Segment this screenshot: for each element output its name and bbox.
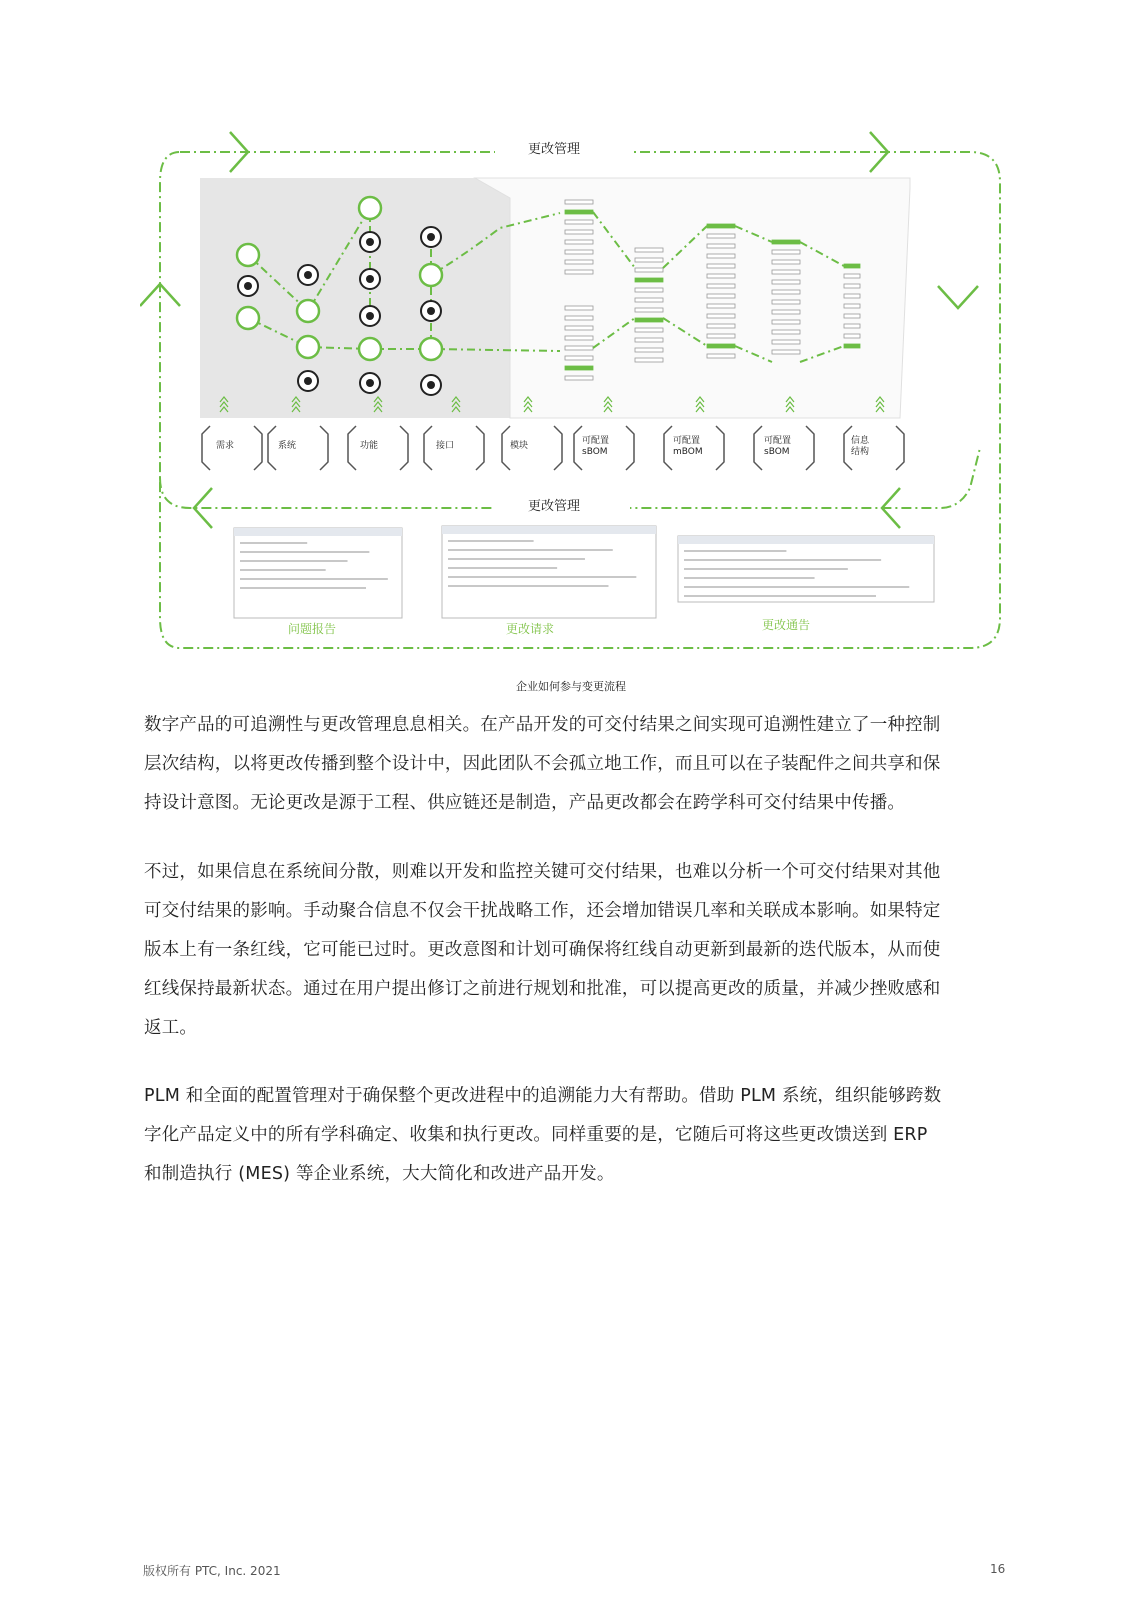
- paragraph-3: PLM 和全面的配置管理对于确保整个更改进程中的追溯能力大有帮助。借助 PLM 系统，组织能够跨数 字化产品定义中的所有学科确定、收集和执行更改。同样重要的是，它随后可将这些更改馈送到 ERP 和制造执行 (MES) 等企业系统，大大简化和改进产品开发。: [144, 1086, 942, 1184]
- node-green-0: [237, 244, 259, 266]
- paragraph-1: 数字产品的可追溯性与更改管理息息相关。在产品开发的可交付结果之间实现可追溯性建立了一种控制 层次结构，以将更改传播到整个设计中，因此团队不会孤立地工作，而且可以在子装配件之间共享和保 持设计意图。无论更改是源于工程、供应链还是制造，产品更改都会在跨学科可交付结果中传播。: [144, 715, 941, 813]
- mbom-col-bar-3: [707, 254, 735, 258]
- screenshot-thumb-header-1: [442, 526, 656, 534]
- node-dark-dot-17: [427, 381, 435, 389]
- module-col-b-bar-2: [565, 326, 593, 330]
- screenshot-thumb-line-1-1: [448, 549, 613, 551]
- screenshot-thumb-header-0: [234, 528, 402, 536]
- screenshot-thumb-line-2-1: [684, 559, 881, 561]
- screenshot-thumb-line-1-4: [448, 576, 636, 578]
- stage-bracket-left-0: [202, 426, 210, 470]
- stage-label-system: 系统: [278, 441, 297, 451]
- mbom-col-bar-10: [707, 324, 735, 328]
- module-col-b-bar-1: [565, 316, 593, 320]
- stage-bracket-right-3: [476, 426, 484, 470]
- stage-label-configurable-sbom: 可配置 sBOM: [582, 436, 610, 457]
- stage-bracket-left-1: [268, 426, 276, 470]
- top-change-management-label: 更改管理: [527, 142, 580, 157]
- screenshot-label-change-notice: 更改通告: [761, 618, 810, 632]
- screenshot-thumb-line-2-2: [684, 568, 848, 570]
- stage-bracket-left-6: [664, 426, 672, 470]
- stage-bracket-right-4: [554, 426, 562, 470]
- screenshot-thumb-0: [234, 528, 402, 618]
- figure-caption: 企业如何参与变更流程: [516, 680, 626, 693]
- info-col-bar-1: [844, 274, 860, 278]
- screenshot-label-problem-report: 问题报告: [287, 622, 336, 636]
- stage-bracket-right-0: [254, 426, 262, 470]
- stage-bracket-left-7: [754, 426, 762, 470]
- mbom-col-bar-11: [707, 334, 735, 338]
- stage-label-function: 功能: [360, 441, 379, 451]
- right-down-arrow-icon: [938, 286, 978, 308]
- screenshot-thumb-line-2-4: [684, 586, 909, 588]
- sbom-col-bar-11: [635, 358, 663, 362]
- screenshot-thumb-header-2: [678, 536, 934, 544]
- module-col-a-bar-4: [565, 240, 593, 244]
- node-green-5: [297, 336, 319, 358]
- node-dark-dot-6: [304, 377, 312, 385]
- sbom2-col-bar-3: [772, 270, 800, 274]
- stage-bracket-right-1: [320, 426, 328, 470]
- screenshot-thumb-line-0-1: [240, 551, 369, 553]
- sbom-col-bar-3: [635, 278, 663, 282]
- screenshot-thumb-line-0-2: [240, 560, 348, 562]
- node-dark-dot-8: [366, 238, 374, 246]
- sbom-col-bar-7: [635, 318, 663, 322]
- change-process-figure: [140, 118, 1010, 678]
- node-green-2: [237, 307, 259, 329]
- mbom-col-bar-1: [707, 234, 735, 238]
- sbom-col-bar-8: [635, 328, 663, 332]
- info-col-bar-6: [844, 324, 860, 328]
- mbom-col-bar-5: [707, 274, 735, 278]
- screenshot-thumb-line-2-0: [684, 550, 786, 552]
- mbom-col-bar-9: [707, 314, 735, 318]
- mbom-col-bar-8: [707, 304, 735, 308]
- module-col-b-bar-7: [565, 376, 593, 380]
- stage-bracket-right-2: [400, 426, 408, 470]
- footer-page-number: 16: [990, 1562, 1006, 1576]
- info-col-bar-8: [844, 344, 860, 348]
- mbom-col-bar-12: [707, 344, 735, 348]
- stage-label-configurable-sbom-2: 可配置 sBOM: [764, 436, 792, 457]
- info-col-bar-2: [844, 284, 860, 288]
- sbom2-col-bar-0: [772, 240, 800, 244]
- stage-bracket-right-7: [806, 426, 814, 470]
- node-green-4: [297, 300, 319, 322]
- sbom-col-bar-4: [635, 288, 663, 292]
- stage-bracket-left-3: [424, 426, 432, 470]
- module-col-a-bar-6: [565, 260, 593, 264]
- sbom-col-bar-5: [635, 298, 663, 302]
- stage-label-interface: 接口: [436, 441, 455, 451]
- node-dark-dot-12: [366, 379, 374, 387]
- bottom-change-management-label: 更改管理: [527, 499, 580, 514]
- node-dark-dot-10: [366, 312, 374, 320]
- stage-bracket-right-5: [626, 426, 634, 470]
- figure-graphic: [140, 118, 1010, 678]
- node-dark-dot-15: [427, 307, 435, 315]
- node-dark-dot-1: [244, 282, 252, 290]
- module-col-b-bar-4: [565, 346, 593, 350]
- stage-label-requirements: 需求: [216, 441, 235, 451]
- info-col-bar-3: [844, 294, 860, 298]
- sbom-col-bar-6: [635, 308, 663, 312]
- module-col-b-bar-3: [565, 336, 593, 340]
- sbom2-col-bar-4: [772, 280, 800, 284]
- sbom2-col-bar-8: [772, 320, 800, 324]
- info-col-bar-0: [844, 264, 860, 268]
- screenshot-thumb-1: [442, 526, 656, 618]
- info-col-bar-5: [844, 314, 860, 318]
- sbom2-col-bar-7: [772, 310, 800, 314]
- module-col-b-bar-6: [565, 366, 593, 370]
- sbom-col-bar-1: [635, 258, 663, 262]
- stage-bracket-left-4: [502, 426, 510, 470]
- stage-label-configurable-mbom: 可配置 mBOM: [673, 436, 703, 457]
- sbom2-col-bar-1: [772, 250, 800, 254]
- sbom2-col-bar-5: [772, 290, 800, 294]
- sbom2-col-bar-11: [772, 350, 800, 354]
- sbom2-col-bar-10: [772, 340, 800, 344]
- stage-bracket-right-8: [896, 426, 904, 470]
- info-col-bar-4: [844, 304, 860, 308]
- screenshot-thumb-line-1-0: [448, 540, 534, 542]
- screenshot-thumb-line-1-2: [448, 558, 585, 560]
- stage-label-module: 模块: [510, 441, 529, 451]
- screenshot-thumb-line-0-4: [240, 578, 388, 580]
- stage-label-information-structure: 信息 结构: [851, 436, 870, 457]
- info-col-bar-7: [844, 334, 860, 338]
- stage-bracket-right-6: [716, 426, 724, 470]
- mbom-col-bar-2: [707, 244, 735, 248]
- stage-bracket-left-5: [574, 426, 582, 470]
- screenshot-thumb-line-1-3: [448, 567, 557, 569]
- paragraph-2: 不过，如果信息在系统间分散，则难以开发和监控关键可交付结果，也难以分析一个可交付结果对其他 可交付结果的影响。手动聚合信息不仅会干扰战略工作，还会增加错误几率和关联成本影响。如果特定 版本上有一条红线，它可能已过时。更改意图和计划可确保将红线自动更新到最新的迭代版本，从而使 红线保持最新状态。通过在用户提出修订之前进行规划和批准，可以提高更改的质量，并减少挫败感和 返工。: [144, 862, 941, 1038]
- sbom-col-bar-10: [635, 348, 663, 352]
- module-col-b-bar-5: [565, 356, 593, 360]
- node-green-7: [359, 197, 381, 219]
- node-dark-dot-3: [304, 271, 312, 279]
- mbom-col-bar-6: [707, 284, 735, 288]
- mbom-col-bar-0: [707, 224, 735, 228]
- screenshot-thumb-line-0-0: [240, 542, 307, 544]
- sbom-col-bar-0: [635, 248, 663, 252]
- screenshot-thumb-line-0-5: [240, 587, 366, 589]
- mbom-col-bar-7: [707, 294, 735, 298]
- node-dark-dot-13: [427, 233, 435, 241]
- screenshot-thumb-line-1-5: [448, 585, 609, 587]
- module-col-a-bar-1: [565, 210, 593, 214]
- module-col-a-bar-5: [565, 250, 593, 254]
- screenshot-thumb-line-2-3: [684, 577, 815, 579]
- node-green-16: [420, 338, 442, 360]
- screenshot-label-change-request: 更改请求: [505, 622, 554, 636]
- mbom-col-bar-13: [707, 354, 735, 358]
- module-col-a-bar-2: [565, 220, 593, 224]
- sbom-col-bar-9: [635, 338, 663, 342]
- sbom2-col-bar-9: [772, 330, 800, 334]
- module-col-a-bar-0: [565, 200, 593, 204]
- module-col-a-bar-7: [565, 270, 593, 274]
- mbom-col-bar-4: [707, 264, 735, 268]
- sbom-col-bar-2: [635, 268, 663, 272]
- module-col-b-bar-0: [565, 306, 593, 310]
- left-panel: [200, 178, 510, 418]
- screenshot-thumb-line-2-5: [684, 595, 876, 597]
- footer-copyright: 版权所有 PTC, Inc. 2021: [143, 1564, 281, 1578]
- node-dark-dot-9: [366, 275, 374, 283]
- sbom2-col-bar-2: [772, 260, 800, 264]
- stage-bracket-left-2: [348, 426, 356, 470]
- node-green-14: [420, 264, 442, 286]
- module-col-a-bar-3: [565, 230, 593, 234]
- node-green-11: [359, 338, 381, 360]
- screenshot-thumb-line-0-3: [240, 569, 326, 571]
- sbom2-col-bar-6: [772, 300, 800, 304]
